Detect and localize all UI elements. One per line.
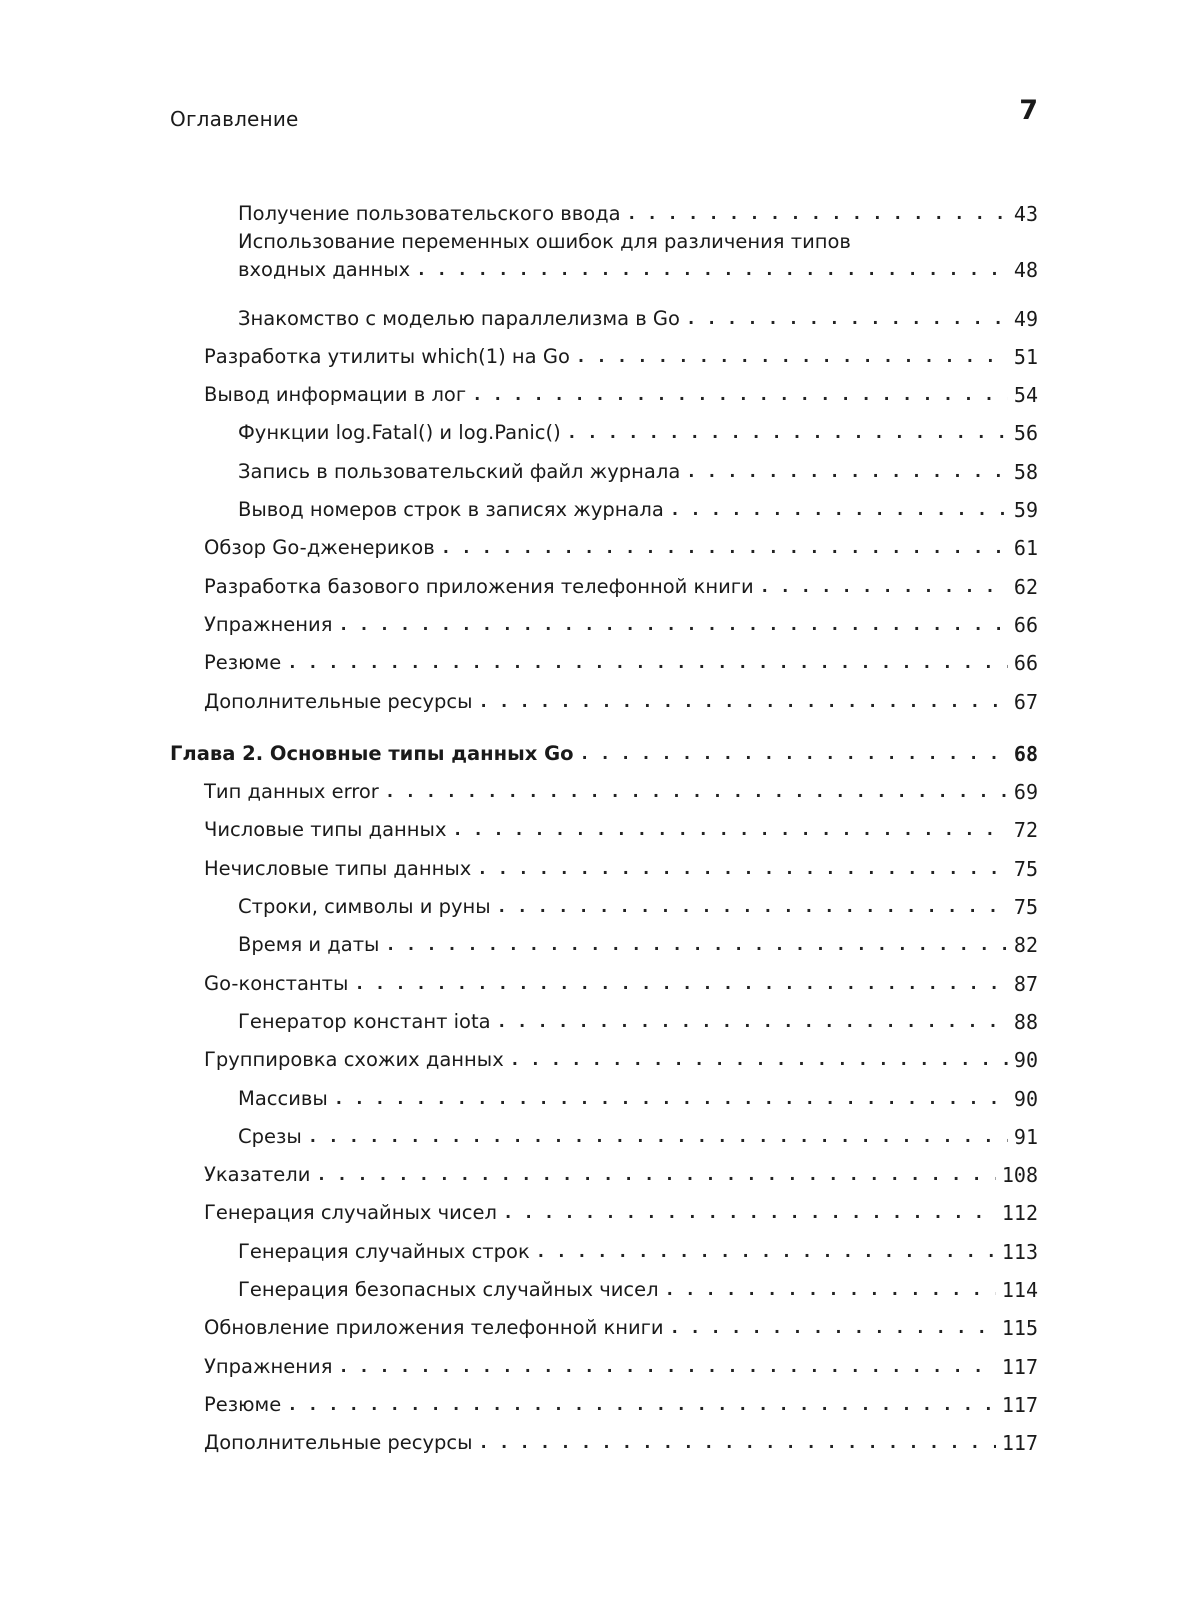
dot-leader: [452, 816, 1007, 844]
toc-entry-page: 75: [1013, 895, 1038, 920]
table-of-contents: [170, 190, 1038, 1457]
toc-entry[interactable]: [170, 601, 1038, 639]
toc-entry-page: 108: [1001, 1163, 1038, 1188]
dot-leader: [308, 1123, 1008, 1151]
dot-leader: [627, 200, 1008, 228]
toc-entry-title: Время и даты: [238, 933, 380, 957]
toc-entry-page: 48: [1013, 258, 1038, 283]
dot-leader: [686, 458, 1008, 486]
dot-leader: [287, 1391, 996, 1419]
dot-leader: [287, 649, 1008, 677]
toc-entry-title: Генератор констант iota: [238, 1009, 491, 1033]
toc-entry-page: 91: [1013, 1124, 1038, 1149]
dot-leader: [686, 305, 1008, 333]
toc-entry-title: Вывод номеров строк в записях журнала: [238, 498, 664, 522]
dot-leader: [760, 573, 1008, 601]
toc-entry[interactable]: [170, 806, 1038, 844]
toc-entry-title: Разработка утилиты which(1) на Go: [204, 344, 570, 368]
toc-entry[interactable]: [170, 1151, 1038, 1189]
toc-entry-page: 68: [1013, 741, 1038, 766]
toc-entry[interactable]: [170, 1227, 1038, 1265]
toc-entry-title: Обновление приложения телефонной книги: [204, 1316, 664, 1340]
toc-entry-page: 88: [1013, 1009, 1038, 1034]
toc-entry-page: 69: [1013, 780, 1038, 805]
toc-entry-title: Знакомство с моделью параллелизма в Go: [238, 306, 680, 330]
toc-entry[interactable]: [170, 998, 1038, 1036]
toc-entry-page: 90: [1013, 1048, 1038, 1073]
toc-entry[interactable]: [170, 486, 1038, 524]
dot-leader: [536, 1238, 996, 1266]
toc-entry-page: 114: [1001, 1278, 1038, 1303]
toc-entry-page: 75: [1013, 856, 1038, 881]
page-number: 7: [1019, 95, 1038, 126]
dot-leader: [670, 1314, 996, 1342]
toc-entry-title: Указатели: [204, 1163, 311, 1187]
dot-leader: [334, 1085, 1008, 1113]
dot-leader: [479, 1429, 996, 1457]
toc-chapter-entry[interactable]: [170, 730, 1038, 768]
toc-entry-title: Вывод информации в лог: [204, 383, 467, 407]
running-head: Оглавление: [170, 107, 299, 131]
dot-leader: [479, 688, 1008, 716]
toc-entry-page: 58: [1013, 459, 1038, 484]
dot-leader: [385, 931, 1007, 959]
toc-entry[interactable]: [170, 921, 1038, 959]
toc-entry-title: Использование переменных ошибок для различения типов: [238, 230, 851, 254]
toc-entry-page: 61: [1013, 536, 1038, 561]
toc-entry-title: Резюме: [204, 1392, 282, 1416]
toc-entry-page: 115: [1001, 1316, 1038, 1341]
toc-entry-page: 43: [1013, 202, 1038, 227]
toc-entry[interactable]: [170, 1036, 1038, 1074]
dot-leader: [576, 343, 1008, 371]
dot-leader: [665, 1276, 996, 1304]
toc-entry[interactable]: [170, 562, 1038, 600]
toc-entry-title: Go-константы: [204, 971, 349, 995]
toc-entry-title: Запись в пользовательский файл журнала: [238, 459, 681, 483]
toc-entry[interactable]: [170, 1342, 1038, 1380]
toc-entry-page: 66: [1013, 612, 1038, 637]
toc-entry[interactable]: [170, 333, 1038, 371]
toc-chapter-title: Глава 2. Основные типы данных Go: [170, 741, 574, 765]
toc-entry[interactable]: [170, 1266, 1038, 1304]
toc-entry[interactable]: [170, 1113, 1038, 1151]
toc-entry[interactable]: [170, 524, 1038, 562]
toc-entry-page: 87: [1013, 971, 1038, 996]
toc-entry-page: 56: [1013, 421, 1038, 446]
toc-entry-title: Разработка базового приложения телефонной книги: [204, 574, 754, 598]
dot-leader: [416, 256, 1008, 284]
dot-leader: [567, 419, 1008, 447]
toc-entry-page: 117: [1001, 1354, 1038, 1379]
toc-entry-title: Генерация безопасных случайных чисел: [238, 1278, 659, 1302]
toc-entry[interactable]: [170, 677, 1038, 715]
toc-entry-title: Тип данных error: [204, 780, 379, 804]
toc-entry[interactable]: [170, 959, 1038, 997]
dot-leader: [385, 778, 1008, 806]
toc-entry-page: 49: [1013, 306, 1038, 331]
toc-entry-page: 51: [1013, 344, 1038, 369]
toc-entry-title: Упражнения: [204, 612, 333, 636]
toc-entry-title-continued: входных данных: [238, 258, 411, 282]
toc-entry-page: 62: [1013, 574, 1038, 599]
toc-entry-title: Обзор Go-дженериков: [204, 536, 435, 560]
toc-entry-page: 117: [1001, 1392, 1038, 1417]
toc-entry-title: Группировка схожих данных: [204, 1048, 504, 1072]
toc-entry-page: 54: [1013, 383, 1038, 408]
toc-entry[interactable]: [170, 1304, 1038, 1342]
dot-leader: [670, 496, 1008, 524]
dot-leader: [497, 893, 1008, 921]
toc-entry-title: Строки, символы и руны: [238, 895, 491, 919]
toc-entry-page: 82: [1013, 933, 1038, 958]
toc-entry-title: Генерация случайных строк: [238, 1239, 530, 1263]
toc-entry-page: 67: [1013, 689, 1038, 714]
toc-entry-title: Получение пользовательского ввода: [238, 202, 621, 226]
dot-leader: [510, 1046, 1008, 1074]
toc-entry[interactable]: [170, 1074, 1038, 1112]
dot-leader: [580, 740, 1008, 768]
dot-leader: [441, 534, 1008, 562]
toc-entry-title: Дополнительные ресурсы: [204, 1431, 473, 1455]
toc-entry-title: Резюме: [204, 651, 282, 675]
toc-entry-title: Срезы: [238, 1124, 302, 1148]
toc-entry[interactable]: [170, 1419, 1038, 1457]
dot-leader: [477, 855, 1008, 883]
toc-entry[interactable]: [170, 447, 1038, 485]
toc-entry-page: 66: [1013, 651, 1038, 676]
toc-entry[interactable]: [170, 190, 1038, 228]
toc-entry-page: 90: [1013, 1086, 1038, 1111]
toc-entry-title: Дополнительные ресурсы: [204, 689, 473, 713]
toc-entry-title: Упражнения: [204, 1354, 333, 1378]
toc-entry-title: Нечисловые типы данных: [204, 856, 472, 880]
toc-entry-page: 59: [1013, 498, 1038, 523]
page-header: [170, 95, 1038, 145]
toc-entry[interactable]: [170, 371, 1038, 409]
toc-entry-page: 72: [1013, 818, 1038, 843]
toc-entry-page: 113: [1001, 1239, 1038, 1264]
toc-entry-title: Числовые типы данных: [204, 818, 447, 842]
toc-entry-title: Генерация случайных чисел: [204, 1201, 497, 1225]
dot-leader: [338, 611, 1007, 639]
toc-entry-page: 112: [1001, 1201, 1038, 1226]
toc-entry[interactable]: [170, 1189, 1038, 1227]
toc-entry[interactable]: [170, 409, 1038, 447]
dot-leader: [503, 1199, 996, 1227]
dot-leader: [354, 970, 1007, 998]
toc-entry-title: Массивы: [238, 1086, 328, 1110]
toc-entry-page: 117: [1001, 1431, 1038, 1456]
dot-leader: [316, 1161, 995, 1189]
toc-entry[interactable]: [170, 768, 1038, 806]
toc-entry[interactable]: [170, 228, 1038, 284]
toc-entry-title: Функции log.Fatal() и log.Panic(): [238, 421, 561, 445]
toc-entry[interactable]: [170, 639, 1038, 677]
dot-leader: [338, 1353, 995, 1381]
toc-entry[interactable]: [170, 1381, 1038, 1419]
dot-leader: [497, 1008, 1008, 1036]
toc-entry[interactable]: [170, 844, 1038, 882]
toc-entry[interactable]: [170, 294, 1038, 332]
dot-leader: [472, 381, 1008, 409]
toc-entry[interactable]: [170, 883, 1038, 921]
